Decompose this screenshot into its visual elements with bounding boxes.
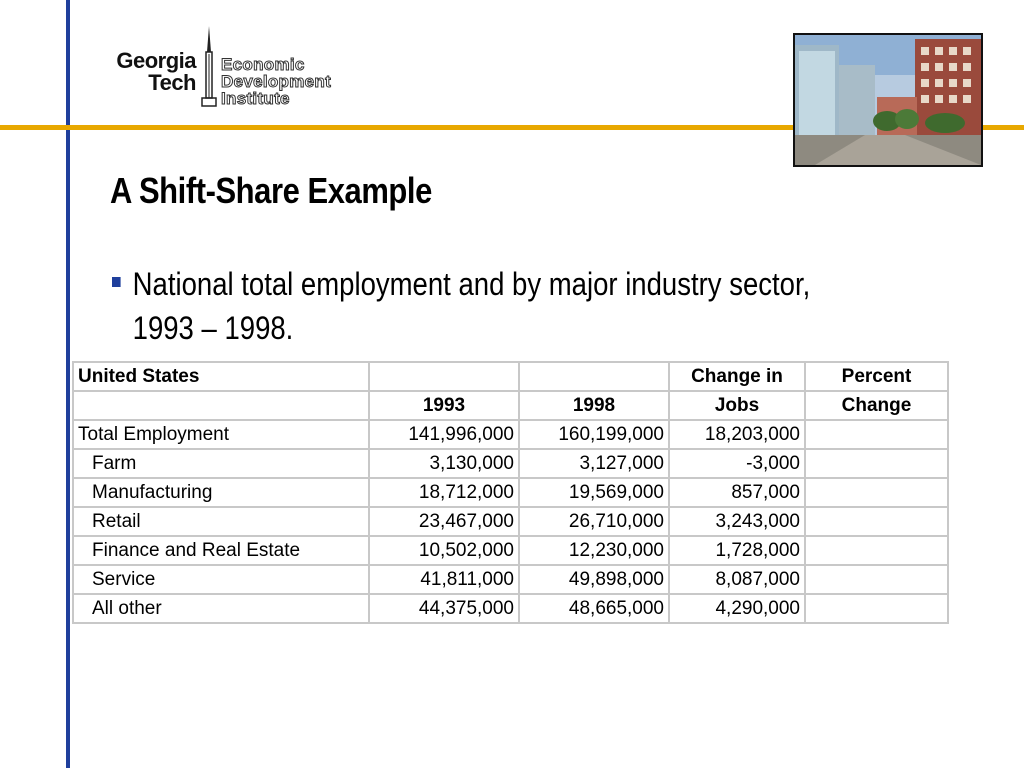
table-header-cell <box>73 391 369 420</box>
value-1993: 10,502,000 <box>369 536 519 565</box>
value-1998: 12,230,000 <box>519 536 669 565</box>
value-percent <box>805 507 948 536</box>
table-row <box>73 536 948 565</box>
edi-line-economic: Economic <box>221 55 305 74</box>
table-header-cell: Jobs <box>669 391 805 420</box>
value-change: 8,087,000 <box>669 565 805 594</box>
value-1993: 18,712,000 <box>369 478 519 507</box>
square-bullet-icon <box>112 277 121 287</box>
value-1993: 3,130,000 <box>369 449 519 478</box>
row-label: All other <box>73 594 369 623</box>
table-row <box>73 420 948 449</box>
value-1998: 19,569,000 <box>519 478 669 507</box>
georgia-tech-edi-logo <box>86 26 386 112</box>
logo-line-tech: Tech <box>148 70 196 95</box>
edi-line-development: Development <box>221 72 332 91</box>
table-header-row <box>73 362 948 391</box>
value-change: -3,000 <box>669 449 805 478</box>
value-change: 4,290,000 <box>669 594 805 623</box>
slide-title: A Shift-Share Example <box>110 170 432 211</box>
value-percent <box>805 594 948 623</box>
logo-line-georgia: Georgia <box>116 48 196 73</box>
table-header-cell: Change <box>805 391 948 420</box>
value-percent <box>805 478 948 507</box>
value-1998: 26,710,000 <box>519 507 669 536</box>
edi-line-institute: Institute <box>221 89 290 108</box>
value-1993: 41,811,000 <box>369 565 519 594</box>
row-label: Retail <box>73 507 369 536</box>
campus-building-illustration <box>795 35 981 165</box>
value-1998: 160,199,000 <box>519 420 669 449</box>
table-row <box>73 478 948 507</box>
left-accent-line <box>66 0 70 768</box>
row-label: Farm <box>73 449 369 478</box>
table-row <box>73 449 948 478</box>
value-change: 18,203,000 <box>669 420 805 449</box>
value-1998: 49,898,000 <box>519 565 669 594</box>
value-1998: 3,127,000 <box>519 449 669 478</box>
value-change: 857,000 <box>669 478 805 507</box>
edi-wordmark <box>221 56 331 107</box>
table-header-row <box>73 391 948 420</box>
table-header-cell: Percent <box>805 362 948 391</box>
value-1993: 23,467,000 <box>369 507 519 536</box>
value-percent <box>805 536 948 565</box>
value-1998: 48,665,000 <box>519 594 669 623</box>
bullet-text: National total employment and by major industry sector, 1993 – 1998. <box>132 266 811 346</box>
value-percent <box>805 565 948 594</box>
row-label: Manufacturing <box>73 478 369 507</box>
table-row <box>73 507 948 536</box>
georgia-tech-wordmark <box>86 50 196 94</box>
value-change: 1,728,000 <box>669 536 805 565</box>
table-header-cell <box>369 362 519 391</box>
table-header-cell <box>519 362 669 391</box>
value-1993: 141,996,000 <box>369 420 519 449</box>
employment-table <box>72 361 949 624</box>
value-1993: 44,375,000 <box>369 594 519 623</box>
table-header-cell: Change in <box>669 362 805 391</box>
table-row <box>73 565 948 594</box>
campus-building-photo <box>793 33 983 167</box>
tech-tower-icon <box>199 26 219 108</box>
row-label: Finance and Real Estate <box>73 536 369 565</box>
row-label: Service <box>73 565 369 594</box>
value-percent <box>805 420 948 449</box>
table-header-cell: 1993 <box>369 391 519 420</box>
table-row <box>73 594 948 623</box>
table-header-cell: United States <box>73 362 369 391</box>
value-percent <box>805 449 948 478</box>
table-header-cell: 1998 <box>519 391 669 420</box>
value-change: 3,243,000 <box>669 507 805 536</box>
row-label: Total Employment <box>73 420 369 449</box>
